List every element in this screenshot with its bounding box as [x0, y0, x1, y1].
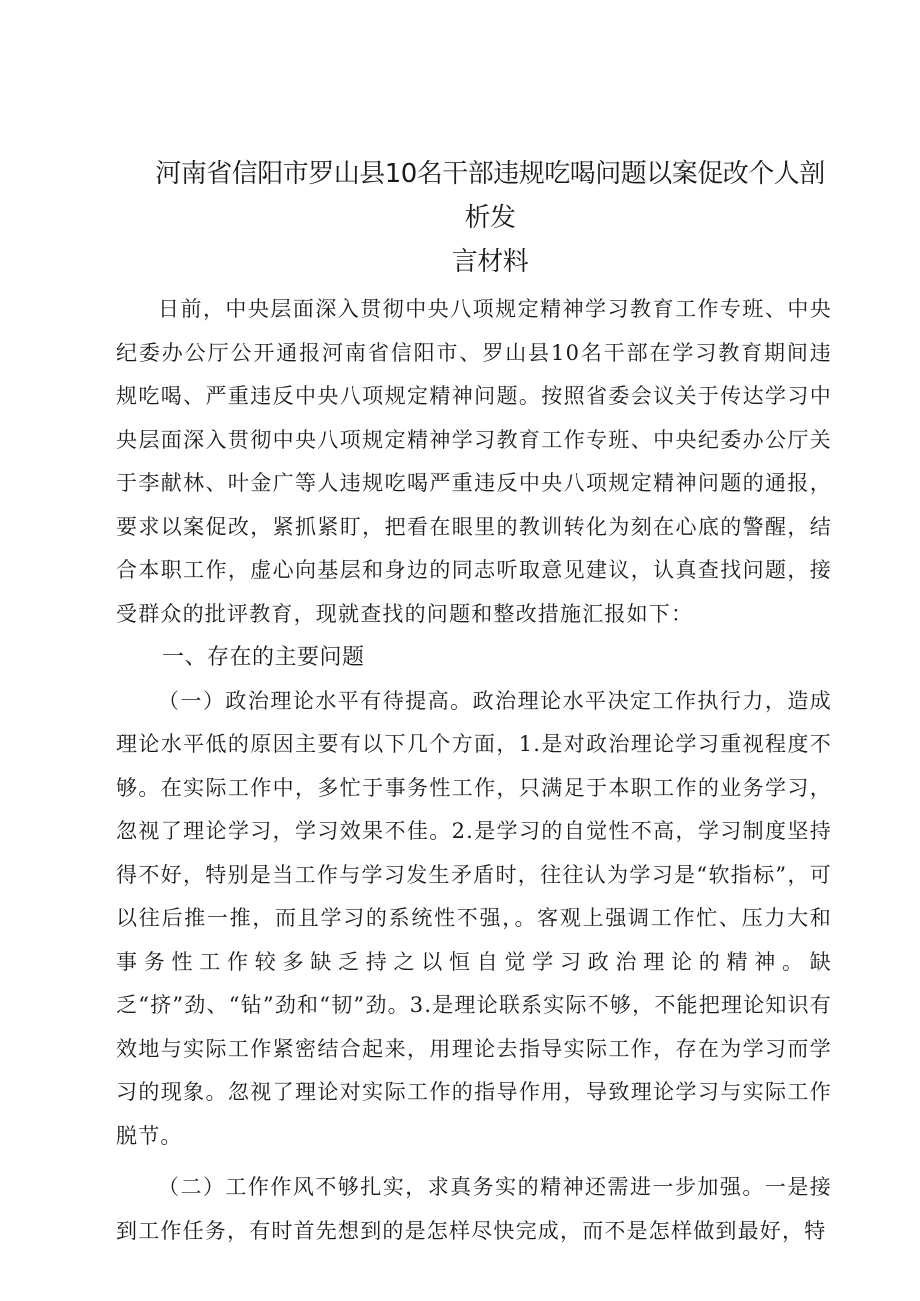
problem-paragraph-1: （一）政治理论水平有待提高。政治理论水平决定工作执行力，造成理论水平低的原因主要有以下几个方面，1.是对政治理论学习重视程度不够。在实际工作中，多忙于事务性工作，只满足于本职工作的业务学习，忽视了理论学习，学习效果不佳。2.是学习的自觉性不高，学习制度坚持得不好，特别是当工作与学习发生矛盾时，往往认为学习是“软指标”，可以往后推一推，而且学习的系统性不强，。客观上强调工作忙、压力大和事务性工作较多缺乏持之以恒自觉学习政治理论的精神。缺乏“挤”劲、“钻”劲和“韧”劲。3.是理论联系实际不够，不能把理论知识有效地与实际工作紧密结合起来，用理论去指导实际工作，存在为学习而学习的现象。忽视了理论对实际工作的指导作用，导致理论学习与实际工作脱节。 [116, 688, 832, 1148]
title-line-2: 言材料 [451, 247, 529, 277]
intro-paragraph: 日前，中央层面深入贯彻中央八项规定精神学习教育工作专班、中央纪委办公厅公开通报河南省信阳市、罗山县10名干部在学习教育期间违规吃喝、严重违反中央八项规定精神问题。按照省委会议关于传达学习中央层面深入贯彻中央八项规定精神学习教育工作专班、中央纪委办公厅关于李献林、叶金广等人违规吃喝严重违反中央八项规定精神问题的通报，要求以案促改，紧抓紧盯，把看在眼里的教训转化为刻在心底的警醒，结合本职工作，虚心向基层和身边的同志听取意见建议，认真查找问题，接受群众的批评教育，现就查找的问题和整改措施汇报如下： [116, 297, 832, 626]
title-line-1: 河南省信阳市罗山县10名干部违规吃喝问题以案促改个人剖析发 [155, 159, 825, 233]
problem-paragraph-2: （二）工作作风不够扎实，求真务实的精神还需进一步加强。一是接到工作任务，有时首先想到的是怎样尽快完成，而不是怎样做到最好，特 [116, 1175, 832, 1243]
section-heading-problems: 一、存在的主要问题 [162, 645, 365, 670]
document-title [150, 152, 830, 284]
document-body [116, 288, 832, 1253]
